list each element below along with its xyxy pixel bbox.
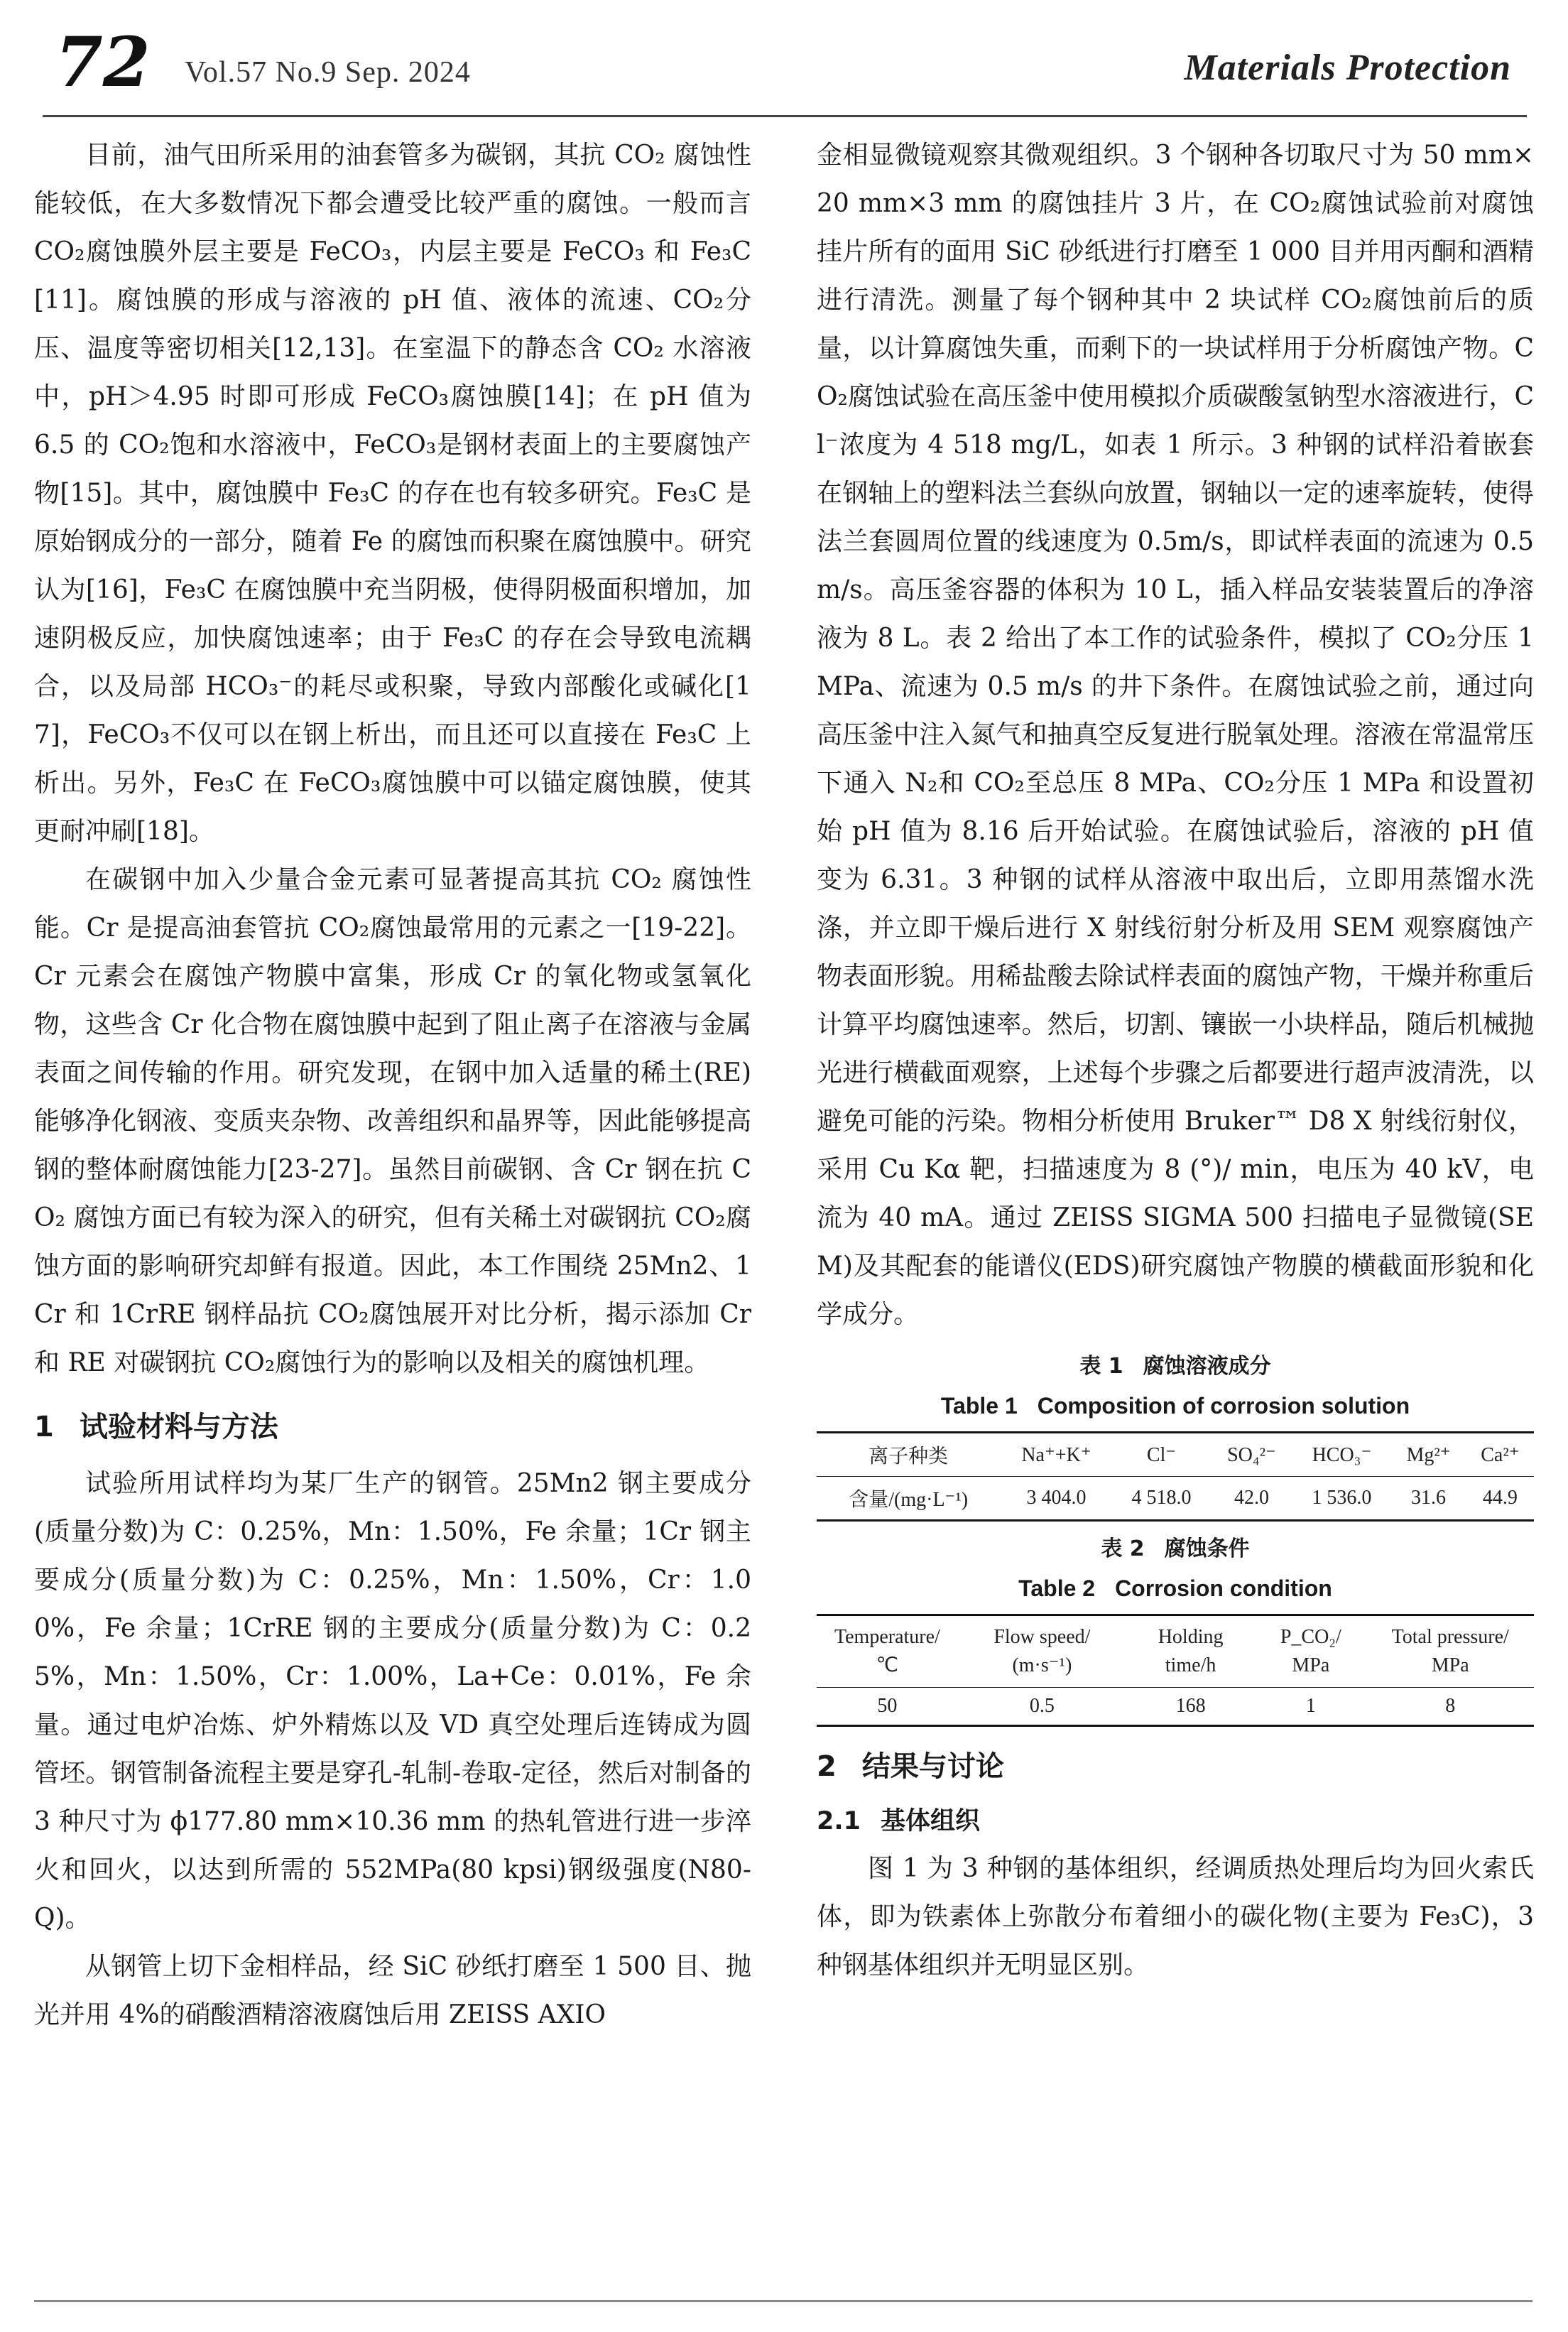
table-1-caption-zh: 表 1 腐蚀溶液成分	[1079, 1354, 1271, 1379]
table-cell: 42.0	[1234, 1487, 1269, 1509]
table-header-cell: 离子种类	[869, 1446, 949, 1468]
table-header-cell: Flow speed/ (m·s⁻¹)	[993, 1626, 1091, 1676]
section-2-title: 结果与讨论	[861, 1750, 1004, 1783]
journal-title: Materials Protection	[1184, 48, 1511, 88]
table-cell: 31.6	[1411, 1487, 1447, 1509]
table-1	[817, 1431, 1534, 1522]
paragraph-matrix-structure: 图 1 为 3 种钢的基体组织，经调质热处理后均为回火索氏体，即为铁素体上弥散分布着细小的碳化物(主要为 Fe₃C)，3 种钢基体组织并无明显区别。	[817, 1854, 1534, 1980]
subsection-2-1-number: 2.1	[817, 1807, 861, 1835]
table-header-row	[817, 1615, 1534, 1688]
subsection-2-1-heading	[817, 1799, 1534, 1843]
left-column	[34, 131, 751, 2039]
footer-divider	[34, 2300, 1532, 2302]
paragraph-intro-2: 在碳钢中加入少量合金元素可显著提高其抗 CO₂ 腐蚀性能。Cr 是提高油套管抗 CO₂腐蚀最常用的元素之一[19-22]。Cr 元素会在腐蚀产物膜中富集，形成 Cr 的氧化物或氢氧化物，这些含 Cr 化合物在腐蚀膜中起到了阻止离子在溶液与金属表面之间传输的作用。研究发现，在钢中加入适量的稀土(RE)能够净化钢液、变质夹杂物、改善组织和晶界等，因此能够提高钢的整体耐腐蚀能力[23-27]。虽然目前碳钢、含 Cr 钢在抗 CO₂ 腐蚀方面已有较为深入的研究，但有关稀土对碳钢抗 CO₂腐蚀方面的影响研究却鲜有报道。因此，本工作围绕 25Mn2、1Cr 和 1CrRE 钢样品抗 CO₂腐蚀展开对比分析，揭示添加 Cr 和 RE 对碳钢抗 CO₂腐蚀行为的影响以及相关的腐蚀机理。	[34, 865, 751, 1377]
table-cell: 168	[1175, 1695, 1206, 1717]
paragraph-intro-1: 目前，油气田所采用的油套管多为碳钢，其抗 CO₂ 腐蚀性能较低，在大多数情况下都会遭受比较严重的腐蚀。一般而言 CO₂腐蚀膜外层主要是 FeCO₃，内层主要是 FeCO₃ 和 Fe₃C[11]。腐蚀膜的形成与溶液的 pH 值、液体的流速、CO₂分压、温度等密切相关[12,13]。在室温下的静态含 CO₂ 水溶液中，pH＞4.95 时即可形成 FeCO₃腐蚀膜[14]；在 pH 值为 6.5 的 CO₂饱和水溶液中，FeCO₃是钢材表面上的主要腐蚀产物[15]。其中，腐蚀膜中 Fe₃C 的存在也有较多研究。Fe₃C 是原始钢成分的一部分，随着 Fe 的腐蚀而积聚在腐蚀膜中。研究认为[16]，Fe₃C 在腐蚀膜中充当阴极，使得阴极面积增加，加速阴极反应，加快腐蚀速率；由于 Fe₃C 的存在会导致电流耦合，以及局部 HCO₃⁻的耗尽或积聚，导致内部酸化或碱化[17]，FeCO₃不仅可以在钢上析出，而且还可以直接在 Fe₃C 上析出。另外，Fe₃C 在 FeCO₃腐蚀膜中可以锚定腐蚀膜，使其更耐冲刷[18]。	[34, 141, 751, 846]
table-cell: 1	[1305, 1695, 1316, 1717]
table-header-cell: Temperature/ ℃	[834, 1626, 940, 1676]
section-2-number: 2	[817, 1750, 837, 1783]
table-2	[817, 1614, 1534, 1727]
table-header-cell: Holding time/h	[1158, 1626, 1224, 1676]
table-cell: 8	[1445, 1695, 1456, 1717]
table-header-cell: Ca²⁺	[1481, 1444, 1520, 1466]
table-cell: 0.5	[1029, 1695, 1055, 1717]
paragraph-methods: 金相显微镜观察其微观组织。3 个钢种各切取尺寸为 50 mm×20 mm×3 mm 的腐蚀挂片 3 片，在 CO₂腐蚀试验前对腐蚀挂片所有的面用 SiC 砂纸进行打磨至 1 000 目并用丙酮和酒精进行清洗。测量了每个钢种其中 2 块试样 CO₂腐蚀前后的质量，以计算腐蚀失重，而剩下的一块试样用于分析腐蚀产物。CO₂腐蚀试验在高压釜中使用模拟介质碳酸氢钠型水溶液进行，Cl⁻浓度为 4 518 mg/L，如表 1 所示。3 种钢的试样沿着嵌套在钢轴上的塑料法兰套纵向放置，钢轴以一定的速率旋转，使得法兰套圆周位置的线速度为 0.5m/s，即试样表面的流速为 0.5 m/s。高压釜容器的体积为 10 L，插入样品安装装置后的净溶液为 8 L。表 2 给出了本工作的试验条件，模拟了 CO₂分压 1 MPa、流速为 0.5 m/s 的井下条件。在腐蚀试验之前，通过向高压釜中注入氮气和抽真空反复进行脱氧处理。溶液在常温常压下通入 N₂和 CO₂至总压 8 MPa、CO₂分压 1 MPa 和设置初始 pH 值为 8.16 后开始试验。在腐蚀试验后，溶液的 pH 值变为 6.31。3 种钢的试样从溶液中取出后，立即用蒸馏水洗涤，并立即干燥后进行 X 射线衍射分析及用 SEM 观察腐蚀产物表面形貌。用稀盐酸去除试样表面的腐蚀产物，干燥并称重后计算平均腐蚀速率。然后，切割、镶嵌一小块样品，随后机械抛光进行横截面观察，上述每个步骤之后都要进行超声波清洗，以避免可能的污染。物相分析使用 Bruker™ D8 X 射线衍射仪，采用 Cu Kα 靶，扫描速度为 8 (°)/ min，电压为 40 kV，电流为 40 mA。通过 ZEISS SIGMA 500 扫描电子显微镜(SEM)及其配套的能谱仪(EDS)研究腐蚀产物膜的横截面形貌和化学成分。	[817, 141, 1534, 1329]
table-cell: 44.9	[1482, 1487, 1518, 1509]
table-row	[817, 1688, 1534, 1726]
table-header-cell: SO₄²⁻	[1227, 1444, 1276, 1466]
table-cell: 4 518.0	[1131, 1487, 1192, 1509]
table-header-cell: Cl⁻	[1146, 1444, 1177, 1466]
paragraph-materials: 试验所用试样均为某厂生产的钢管。25Mn2 钢主要成分(质量分数)为 C：0.25%，Mn：1.50%，Fe 余量；1Cr 钢主要成分(质量分数)为 C：0.25%，Mn：1.50%，Cr：1.00%，Fe 余量；1CrRE 钢的主要成分(质量分数)为 C：0.25%，Mn：1.50%，Cr：1.00%，La+Ce：0.01%，Fe 余量。通过电炉冶炼、炉外精炼以及 VD 真空处理后连铸成为圆管坯。钢管制备流程主要是穿孔-轧制-卷取-定径，然后对制备的 3 种尺寸为 ϕ177.80 mm×10.36 mm 的热轧管进行进一步淬火和回火，以达到所需的 552MPa(80 kpsi)钢级强度(N80-Q)。	[34, 1469, 751, 1933]
table-header-cell: Na⁺+K⁺	[1021, 1444, 1091, 1466]
table-cell: 1 536.0	[1312, 1487, 1372, 1509]
table-header-cell: Total pressure/ MPa	[1391, 1626, 1509, 1676]
table-cell: 3 404.0	[1026, 1487, 1087, 1509]
header-divider	[43, 115, 1527, 117]
table-1-caption-en: Table 1 Composition of corrosion solution	[940, 1393, 1410, 1419]
right-column	[817, 131, 1534, 1990]
table-cell: 50	[877, 1695, 898, 1717]
table-2-caption-zh: 表 2 腐蚀条件	[1101, 1536, 1250, 1561]
page-number: 72	[55, 22, 151, 102]
issue-info: Vol.57 No.9 Sep. 2024	[185, 56, 471, 89]
table-row	[817, 1477, 1534, 1521]
section-1-title: 试验材料与方法	[79, 1411, 278, 1443]
table-cell: 含量/(mg·L⁻¹)	[849, 1489, 969, 1511]
paragraph-metallography: 从钢管上切下金相样品，经 SiC 砂纸打磨至 1 500 目、抛光并用 4%的硝酸酒精溶液腐蚀后用 ZEISS AXIO	[34, 1952, 751, 2029]
subsection-2-1-title: 基体组织	[881, 1807, 981, 1835]
section-1-number: 1	[34, 1411, 54, 1443]
table-header-cell: Mg²⁺	[1406, 1444, 1451, 1466]
table-header-cell: HCO₃⁻	[1312, 1444, 1372, 1466]
page-header	[0, 0, 1568, 121]
table-2-caption-en: Table 2 Corrosion condition	[1018, 1576, 1332, 1601]
table-header-row	[817, 1433, 1534, 1477]
section-1-heading	[34, 1403, 751, 1451]
section-2-heading	[817, 1742, 1534, 1791]
table-header-cell: P_CO₂/ MPa	[1280, 1626, 1341, 1676]
